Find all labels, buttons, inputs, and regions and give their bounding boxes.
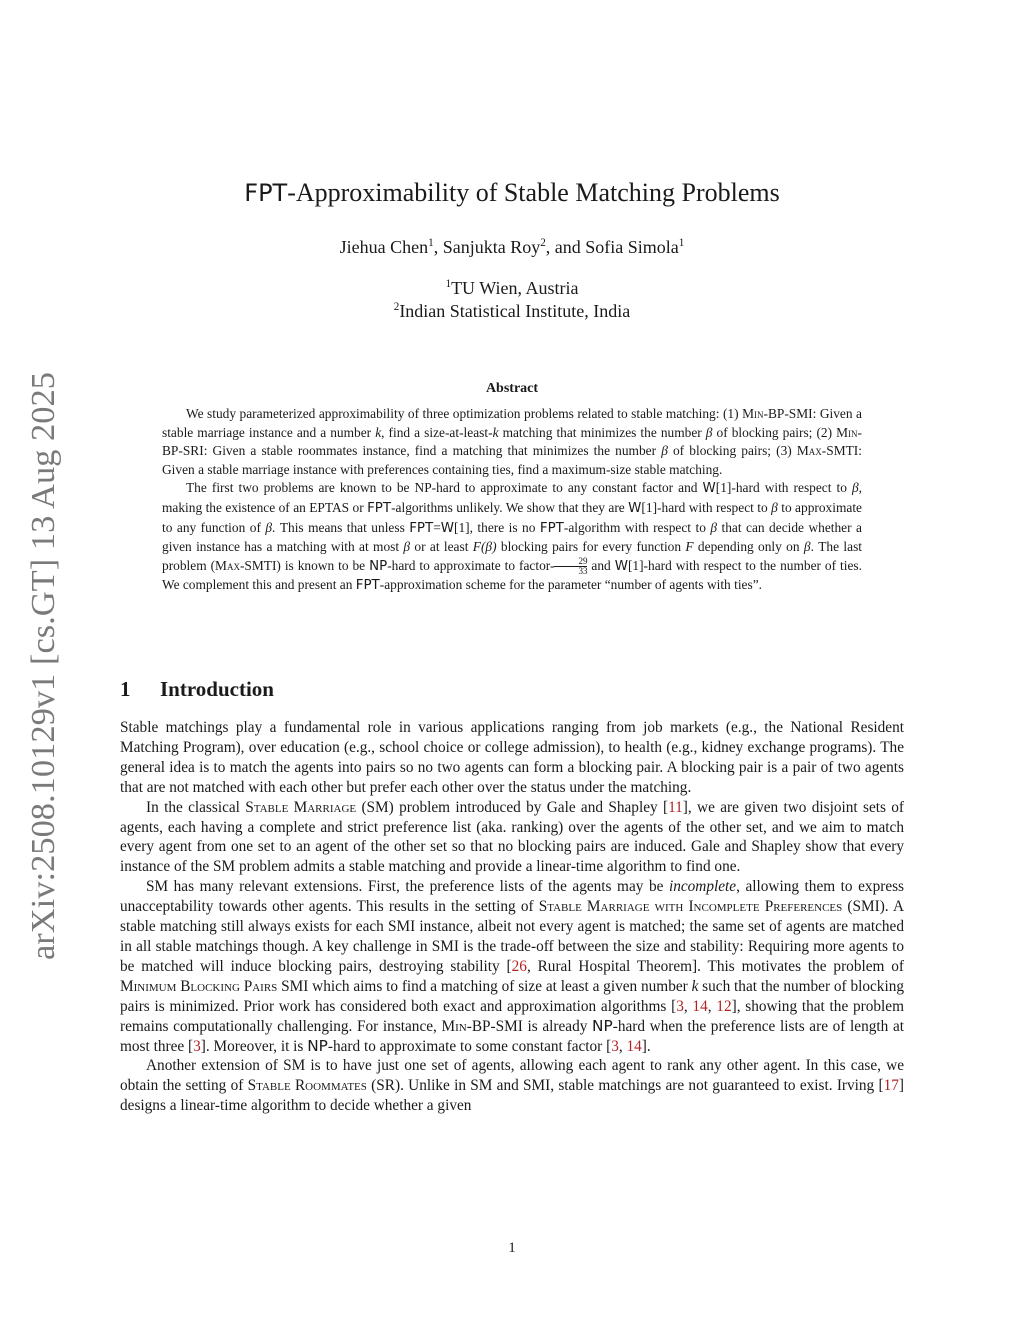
abstract-paragraph: We study parameterized approximability of three optimization problems related to stable matching: (1) Min-BP-SMI: Given a stable marriage instance and a number k, find a size-at-least-k matching that minimizes the number β of blocking pairs; (2) Min-BP-SRI: Given a stable roommates instance, find a matching that minimizes the number β of blocking pairs; (3) Max-SMTI: Given a stable marriage instance with preferences containing ties, find a maximum-size stable matching.: [162, 406, 862, 477]
affiliation-number: 2: [393, 301, 400, 313]
abstract-paragraph: The first two problems are known to be NP-hard to approximate to any constant factor and W[1]-hard with respect to β, making the existence of an EPTAS or FPT-algorithms unlikely. We show that they are W[1]-hard with respect to β to approximate to any function of β. This means that unless FPT=W[1], there is no FPT-algorithm with respect to β that can decide whether a given instance has a matching with at most β or at least F(β) blocking pairs for every function F depending only on β. The last problem (Max-SMTI) is known to be NP-hard to approximate to factor- $\frac{29}{33}$ and W[1]-hard with respect to the number of ties. We complement this and present an FPT-approximation scheme for the parameter “number of agents with ties”.: [162, 480, 863, 594]
author-name: Sanjukta Roy: [442, 237, 541, 257]
affiliation-name: Indian Statistical Institute, India: [399, 301, 631, 321]
fraction: $\frac{29}{33}$: [554, 557, 587, 576]
affiliation-number: 1: [445, 278, 452, 290]
paper-title: [0, 178, 1024, 208]
citation-link[interactable]: 3: [676, 997, 684, 1015]
affiliation-name: TU Wien, Austria: [451, 278, 579, 298]
title-rest: -Approximability of Stable Matching Problems: [287, 178, 780, 207]
citation-link[interactable]: 14: [626, 1037, 642, 1055]
page-number: 1: [508, 1240, 516, 1256]
author-affiliation-mark: 1: [678, 237, 685, 249]
citation-link[interactable]: 11: [668, 798, 683, 816]
affiliation: [0, 301, 1024, 322]
author-separator: , and: [545, 237, 586, 257]
arxiv-identifier: arXiv:2508.10129v1 [cs.GT] 13 Aug 2025: [25, 380, 62, 960]
body-paragraph: Stable matchings play a fundamental role in various applications ranging from job markets (e.g., the National Resident Matching Program), over education (e.g., school choice or college admission), to health (e.g., kidney exchange programs). The general idea is to match the agents into pairs so no two agents can form a blocking pair. A blocking pair is a pair of two agents that are not matched with each other but prefer each other over the status under the matching.: [120, 719, 904, 796]
author-list: [0, 237, 1024, 258]
citation-link[interactable]: 3: [611, 1037, 619, 1055]
citation-link[interactable]: 14: [692, 997, 708, 1015]
citation-link[interactable]: 12: [716, 997, 732, 1015]
arxiv-side-stamp: [0, 360, 78, 980]
citation-link[interactable]: 3: [193, 1037, 201, 1055]
author-name: Jiehua Chen: [339, 237, 429, 257]
section-heading: [120, 677, 274, 702]
section-title: Introduction: [160, 677, 274, 701]
author-separator: ,: [433, 237, 443, 257]
abstract-body: [162, 405, 862, 596]
abstract-heading: Abstract: [485, 381, 539, 396]
title-fpt: FPT: [244, 179, 288, 207]
body-paragraph: In the classical Stable Marriage (SM) problem introduced by Gale and Shapley [11], we are given two disjoint sets of agents, each having a complete and strict preference list (aka. ranking) over the agents of the other set, and we aim to match every agent from one set to an agent of the other set so that no blocking pairs are induced. Gale and Shapley show that every instance of the SM problem admits a stable matching and provide a linear-time algorithm to find one.: [120, 798, 905, 876]
body-paragraph: Another extension of SM is to have just one set of agents, allowing each agent to rank any other agent. In this case, we obtain the setting of Stable Roommates (SR). Unlike in SM and SMI, stable matchings are not guaranteed to exist. Irving [17] designs a linear-time algorithm to decide whether a given: [120, 1057, 904, 1115]
citation-link[interactable]: 26: [511, 957, 527, 975]
body-paragraph: SM has many relevant extensions. First, the preference lists of the agents may be incomplete, allowing them to express unacceptability towards other agents. This results in the setting of Stable Marriage with Incomplete Preferences (SMI). A stable matching still always exists for each SMI instance, albeit not every agent is matched; the same set of agents are matched in all stable matchings though. A key challenge in SMI is the trade-off between the size and stability: Requiring more agents to be matched will induce blocking pairs, destroying stability [26, Rural Hospital Theorem]. This motivates the problem of Minimum Blocking Pairs SMI which aims to find a matching of size at least a given number k such that the number of blocking pairs is minimized. Prior work has considered both exact and approximation algorithms [3, 14, 12], showing that the problem remains computationally challenging. For instance, Min-BP-SMI is already NP-hard when the preference lists are of length at most three [3]. Moreover, it is NP-hard to approximate to some constant factor [3, 14].: [120, 878, 905, 1055]
introduction-body: [120, 718, 904, 1116]
author-affiliation-mark: 2: [540, 237, 546, 249]
author-affiliation-mark: 1: [428, 237, 434, 249]
author-name: Sofia Simola: [585, 237, 679, 257]
affiliation: [0, 278, 1024, 299]
citation-link[interactable]: 17: [883, 1077, 899, 1095]
section-number: 1: [120, 677, 131, 701]
